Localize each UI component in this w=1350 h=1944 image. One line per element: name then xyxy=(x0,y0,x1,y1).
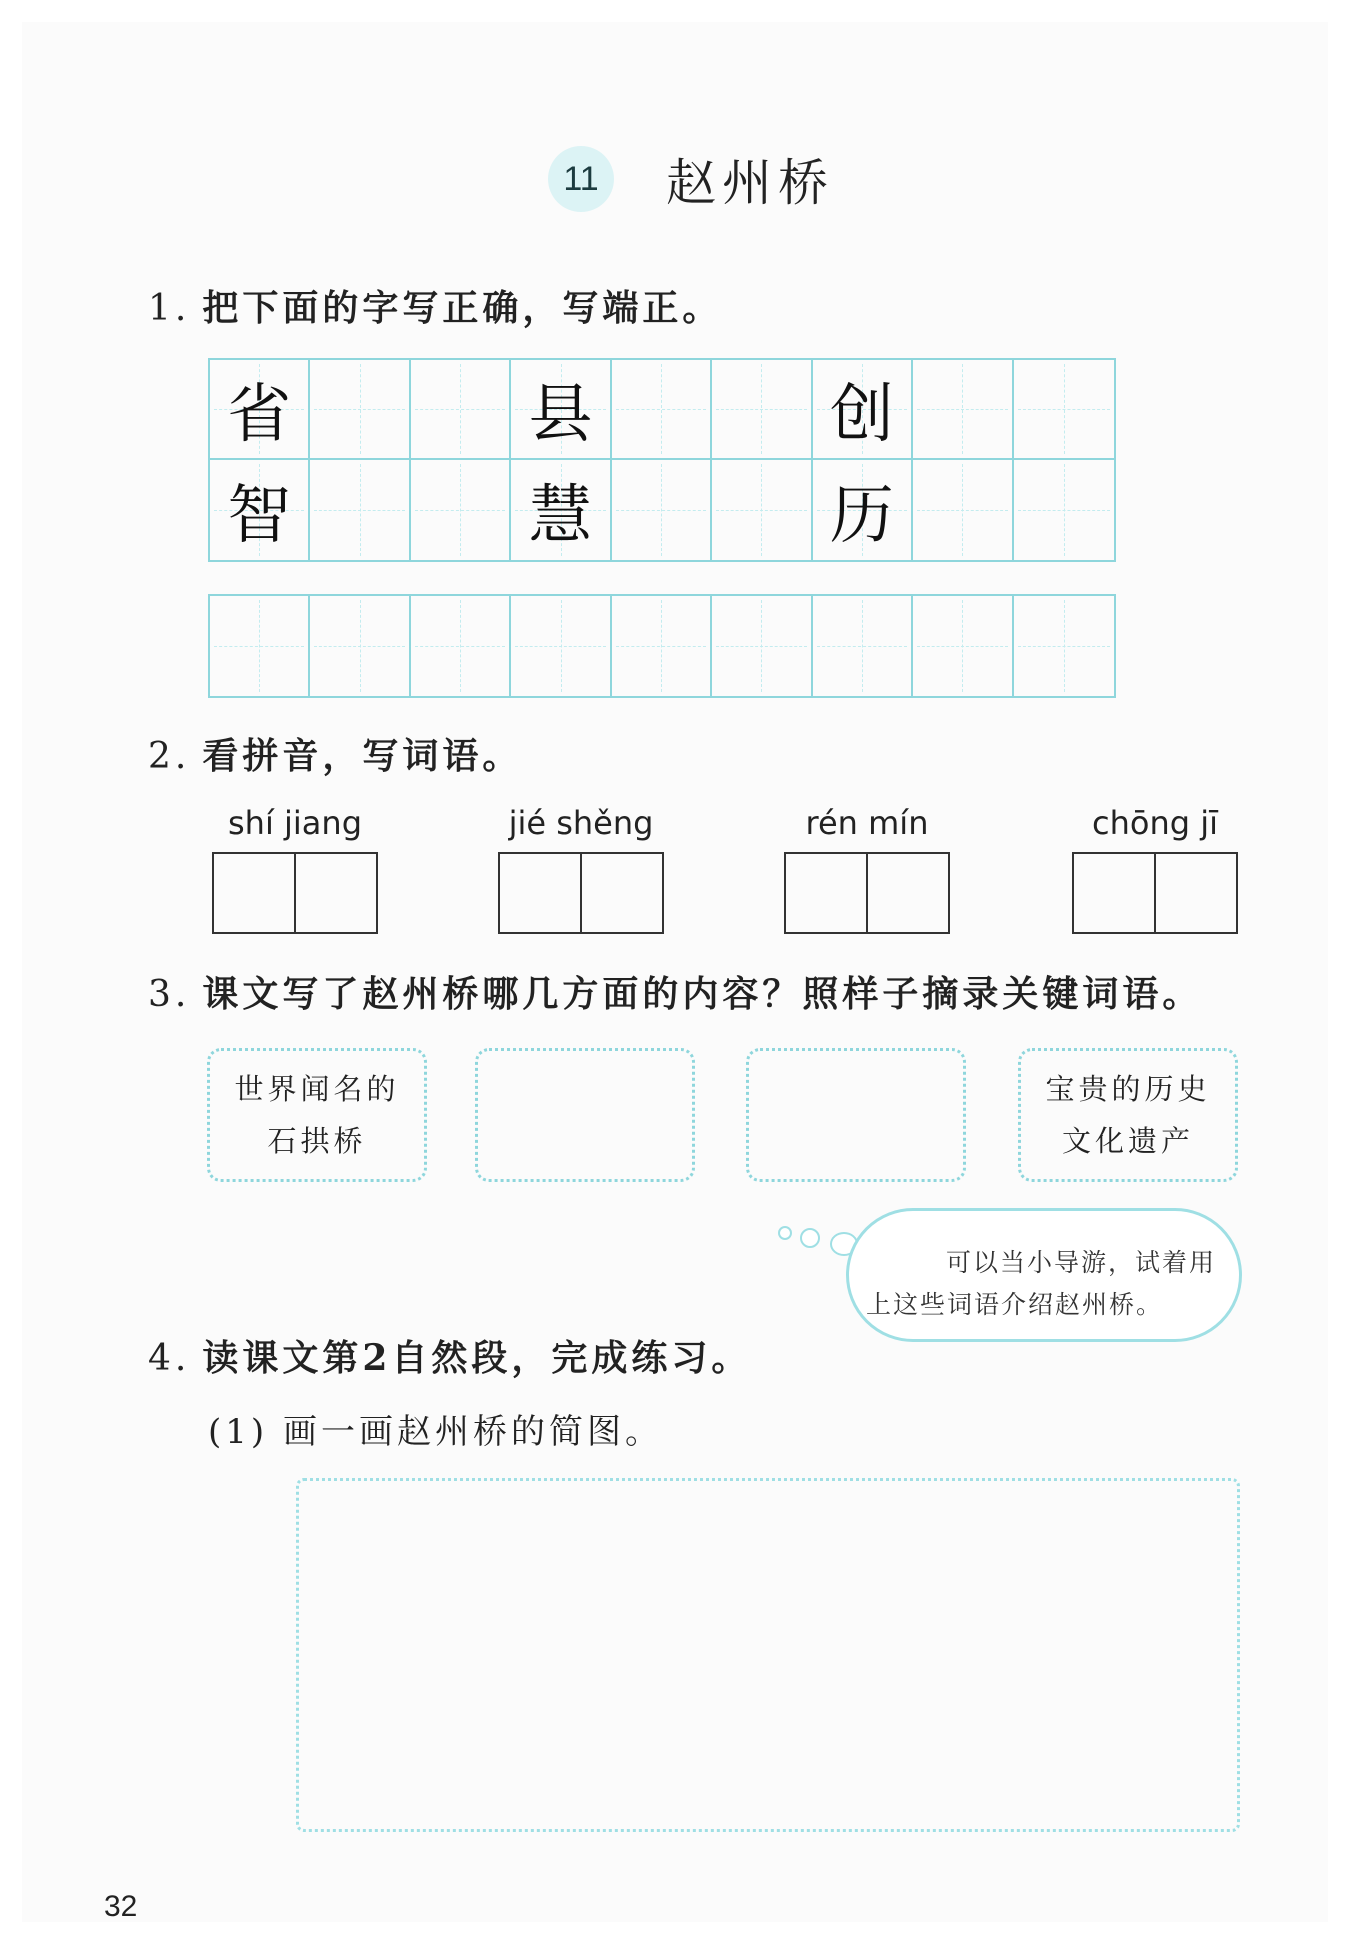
grid-cell[interactable] xyxy=(612,596,712,696)
question-3-heading xyxy=(148,966,1202,1017)
grid-cell[interactable]: 县 xyxy=(511,360,611,460)
grid-cell[interactable] xyxy=(511,596,611,696)
grid-cell[interactable] xyxy=(913,460,1013,560)
question-2-number: 2. xyxy=(148,736,191,777)
keyword-card-blank[interactable] xyxy=(475,1048,695,1182)
lesson-header xyxy=(548,143,834,215)
pinyin-item xyxy=(784,804,950,934)
question-4-number: 4. xyxy=(148,1338,191,1379)
question-4-text: 读课文第2自然段，完成练习。 xyxy=(202,1337,752,1379)
question-4-heading xyxy=(148,1330,751,1381)
bubble-dot xyxy=(800,1228,820,1248)
pinyin-label: jié shěng xyxy=(508,804,654,842)
grid-cell[interactable] xyxy=(210,596,310,696)
keyword-card: 宝贵的历史 文化遗产 xyxy=(1018,1048,1238,1182)
pinyin-item xyxy=(498,804,664,934)
grid-cell[interactable] xyxy=(310,596,410,696)
lesson-title: 赵州桥 xyxy=(666,154,834,212)
grid-cell[interactable] xyxy=(913,596,1013,696)
grid-cell[interactable]: 智 xyxy=(210,460,310,560)
question-4-sub-1: (1) 画一画赵州桥的简图。 xyxy=(208,1412,663,1452)
grid-cell[interactable] xyxy=(411,596,511,696)
grid-cell[interactable]: 省 xyxy=(210,360,310,460)
grid-cell[interactable]: 慧 xyxy=(511,460,611,560)
pinyin-item xyxy=(1072,804,1238,934)
question-3-text: 课文写了赵州桥哪几方面的内容？照样子摘录关键词语。 xyxy=(202,973,1203,1015)
grid-cell[interactable] xyxy=(712,360,812,460)
pinyin-item xyxy=(212,804,378,934)
grid-cell[interactable] xyxy=(411,460,511,560)
question-2-heading xyxy=(148,728,522,779)
grid-cell[interactable] xyxy=(411,360,511,460)
keyword-card: 世界闻名的 石拱桥 xyxy=(207,1048,427,1182)
grid-cell[interactable] xyxy=(310,460,410,560)
pinyin-label: shí jiang xyxy=(228,804,362,842)
pinyin-label: chōng jī xyxy=(1092,804,1218,842)
answer-box[interactable] xyxy=(1072,852,1238,934)
character-grid-model xyxy=(208,358,1116,562)
grid-cell[interactable]: 历 xyxy=(813,460,913,560)
page-number: 32 xyxy=(104,1890,138,1923)
question-1-heading xyxy=(148,280,722,331)
grid-cell[interactable] xyxy=(612,460,712,560)
grid-cell[interactable] xyxy=(913,360,1013,460)
answer-box[interactable] xyxy=(212,852,378,934)
keyword-card-blank[interactable] xyxy=(746,1048,966,1182)
pinyin-label: rén mín xyxy=(805,804,929,842)
grid-cell[interactable] xyxy=(712,596,812,696)
grid-cell[interactable] xyxy=(310,360,410,460)
answer-box[interactable] xyxy=(784,852,950,934)
grid-cell[interactable] xyxy=(712,460,812,560)
question-2-text: 看拼音，写词语。 xyxy=(202,735,523,777)
question-1-number: 1. xyxy=(148,288,191,329)
bubble-dot xyxy=(778,1226,792,1240)
question-3-number: 3. xyxy=(148,974,191,1015)
grid-cell[interactable] xyxy=(1014,596,1114,696)
drawing-area[interactable] xyxy=(296,1478,1240,1832)
thought-bubble-text: 可以当小导游，试着用 上这些词语介绍赵州桥。 xyxy=(866,1248,1216,1319)
answer-box[interactable] xyxy=(498,852,664,934)
grid-cell[interactable] xyxy=(612,360,712,460)
grid-cell[interactable] xyxy=(1014,360,1114,460)
question-1-text: 把下面的字写正确，写端正。 xyxy=(202,287,723,329)
character-grid-practice xyxy=(208,594,1116,698)
grid-cell[interactable]: 创 xyxy=(813,360,913,460)
lesson-number-badge: 11 xyxy=(548,146,614,212)
grid-cell[interactable] xyxy=(1014,460,1114,560)
grid-cell[interactable] xyxy=(813,596,913,696)
